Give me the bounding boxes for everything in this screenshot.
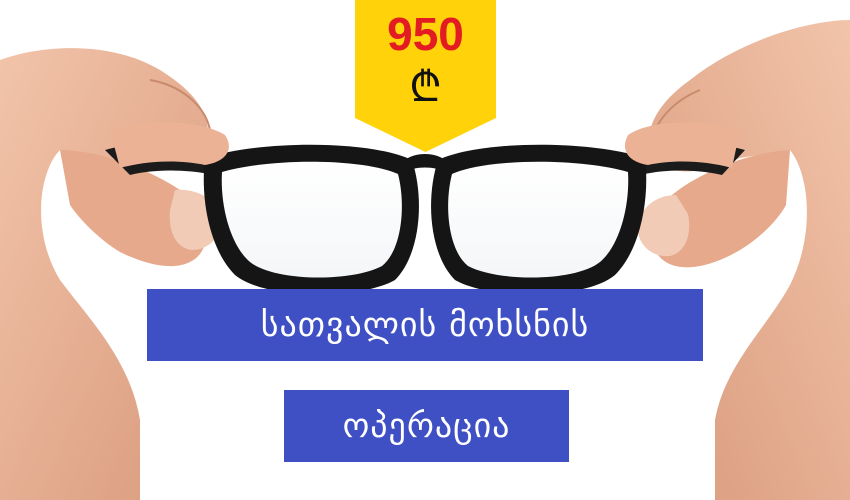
headline-line-2: ოპერაცია <box>284 390 569 462</box>
left-hand <box>0 48 221 500</box>
right-hand <box>638 20 850 500</box>
lari-currency-icon: ₾ <box>409 62 442 111</box>
left-fingers <box>110 122 229 168</box>
headline-line-1: სათვალის მოხსნის <box>147 289 703 361</box>
right-fingers <box>625 122 740 168</box>
price-amount: 950 <box>387 8 464 60</box>
price-tag <box>355 0 496 152</box>
